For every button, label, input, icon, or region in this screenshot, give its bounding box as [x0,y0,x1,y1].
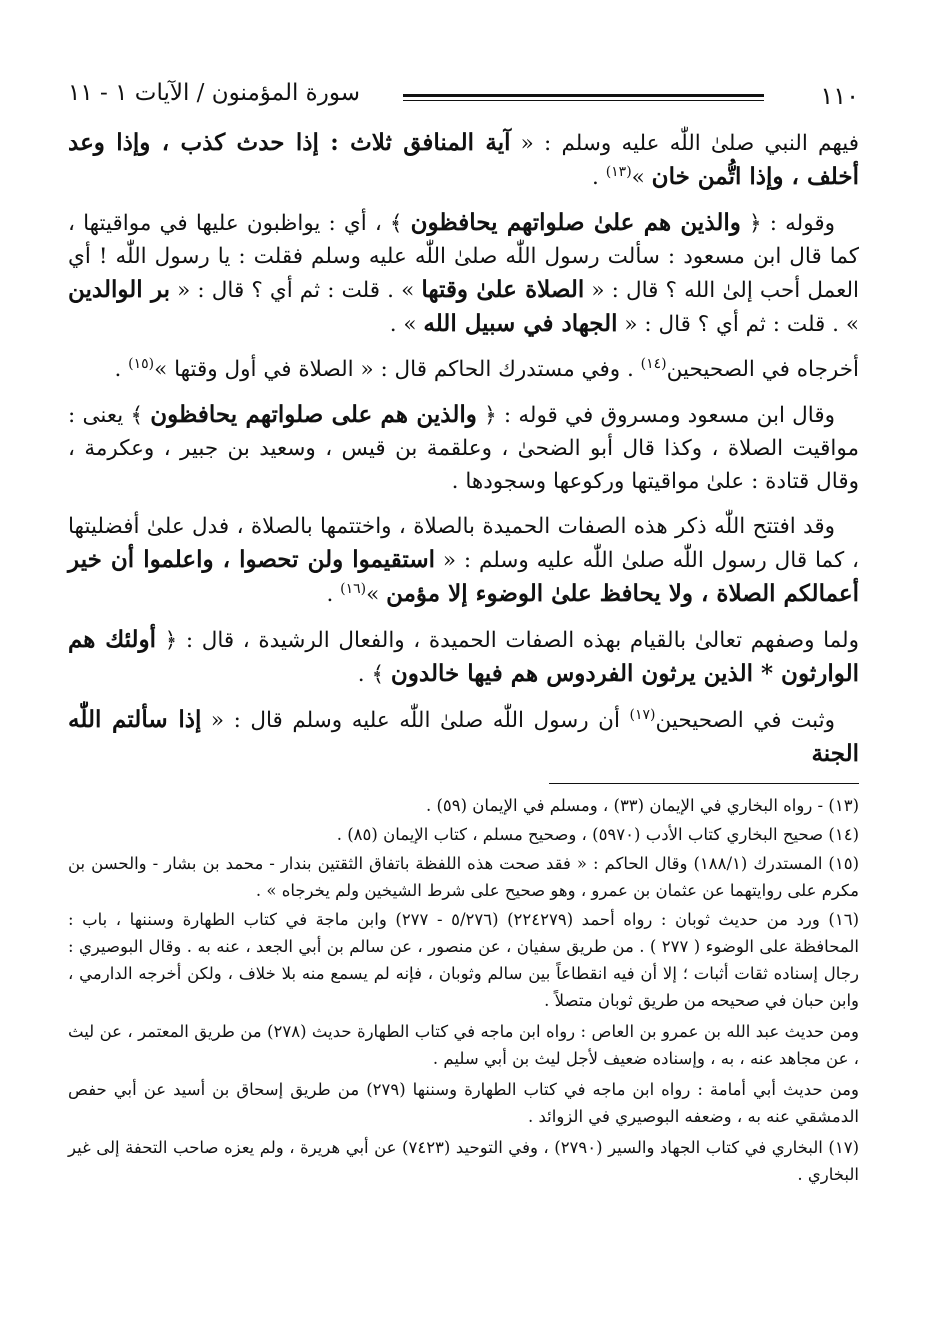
paragraph-4 [68,398,859,498]
text-run: . [592,165,606,190]
paragraph-2 [68,206,859,341]
footnote-17: (١٧) البخاري في كتاب الجهاد والسير (٢٧٩٠) ، وفي التوحيد (٧٤٢٣) عن أبي هريرة ، ولم يعزه صاحب التحفة إلى غير البخاري . [68,1138,859,1184]
hadith-quote: استقيموا ولن تحصوا ، واعلموا أن خير أعمالكم الصلاة ، ولا يحافظ علىٰ الوضوء إلا مؤمن [68,546,859,607]
text-run: أن رسول اللّٰه صلىٰ اللّٰه عليه وسلم قال : « [201,708,630,733]
text-run: ﴾ يعنى : مواقيت الصلاة ، وكذا قال أبو الضحىٰ ، وعلقمة بن قيس ، وسعيد بن جبير ، وعكرمة ، وقال قتادة : علىٰ مواقيتها وركوعها وسجودها . [68,403,859,494]
footnote-16: (١٦) ورد من حديث ثوبان : رواه أحمد (٢٢٤٢٧٩) (٥/٢٧٦ - ٢٧٧) وابن ماجة في كتاب الطهارة وسننها ، باب : المحافظة على الوضوء ( ٢٧٧ ) . من طريق سفيان ، عن منصور ، عن سالم بن أبي الجعد ، عنه به . وقال البوصيري : رجال إسناده ثقات أثبات ؛ إلا أن فيه انقطاعاً بين سالم وثوبان ، فإنه لم يسمع منه بلا خلاف ، ولكن أخرجه الدارمي ، وابن حبان في صحيحه من طريق ثوبان متصلاً . [68,910,860,1010]
footnote-16-continued: ومن حديث أبي أمامة : رواه ابن ماجه في كتاب الطهارة وسننها (٢٧٩) من طريق إسحاق بن أسيد عن أبي حفص الدمشقي عنه به ، وضعفه البوصيري في الزوائد . [68,1080,859,1126]
footnote-ref: (١٦) [340,580,367,597]
paragraph-1 [68,126,859,194]
footnote-ref: (١٣) [605,163,632,180]
header-rule [403,94,764,97]
quran-quote: والذين هم علىٰ صلواتهم يحافظون [410,209,741,236]
text-run: وقال ابن مسعود ومسروق في قوله : ﴿ [476,403,836,428]
text-run: » . قلت : ثم أي ؟ قال : « [170,278,422,303]
footnote-16-continued: ومن حديث عبد الله بن عمرو بن العاص : رواه ابن ماجه في كتاب الطهارة حديث (٢٧٨) من طريق المعتمر ، عن ليث ، عن مجاهد عنه ، به ، وإسناده ضعيف لأجل ليث بن أبي سليم . [68,1022,859,1068]
text-run: ولما وصفهم تعالىٰ بالقيام بهذه الصفات الحميدة ، والفعال الرشيدة ، قال : ﴿ [156,628,859,653]
text-run: . [114,357,129,382]
text-run: وثبت في الصحيحين [655,708,836,733]
footnote-14: (١٤) صحيح البخاري كتاب الأدب (٥٩٧٠) ، وصحيح مسلم ، كتاب الإيمان (٨٥) . [336,825,859,844]
text-run: ﴾ . [357,662,391,687]
footnote-ref: (١٧) [629,706,656,723]
text-run: . وفي مستدرك الحاكم قال : « الصلاة في أول وقتها » [154,357,641,382]
page-number: ١١٠ [820,82,859,110]
text-run: » [366,582,387,607]
hadith-quote: بر الوالدين [68,276,171,303]
text-run: » . قلت : ثم أي ؟ قال : « [617,312,859,337]
text-run: » [631,165,652,190]
text-run: وقوله : ﴿ [740,211,835,236]
body-text [68,126,859,771]
paragraph-6 [68,623,859,691]
hadith-quote: الجهاد في سبيل الله [423,310,618,337]
text-run: فيهم النبي صلىٰ اللّٰه عليه وسلم : « [510,131,859,156]
quran-quote: والذين هم على صلواتهم يحافظون [150,401,477,428]
footnotes [68,792,859,1188]
hadith-quote: الصلاة علىٰ وقتها [421,276,585,303]
paragraph-7 [68,703,859,771]
hadith-quote: آية المنافق ثلاث : إذا حدث كذب ، وإذا وعد أخلف ، وإذا اتُّمن خان [68,129,859,190]
quran-quote: أولئك هم الوارثون * الذين يرثون الفردوس هم فيها خالدون [68,626,859,687]
running-title: سورة المؤمنون / الآيات ١ - ١١ [68,80,360,106]
page-header [68,70,859,114]
paragraph-3 [68,353,859,386]
text-run: ﴾ ، أي : يواظبون عليها في مواقيتها ، كما قال ابن مسعود : سألت رسول اللّٰه صلىٰ اللّٰه عليه وسلم فقلت : يا رسول اللّٰه ! أي العمل أحب إلىٰ الله ؟ قال : « [68,211,860,303]
paragraph-5 [68,510,859,611]
text-run: وقد افتتح اللّٰه ذكر هذه الصفات الحميدة بالصلاة ، واختتمها بالصلاة ، فدل علىٰ أفضليتها ، كما قال رسول اللّٰه صلىٰ اللّٰه عليه وسلم : « [68,514,859,573]
text-run: » . [389,312,424,337]
footnote-ref: (١٤) [640,355,667,372]
hadith-quote: إذا سألتم اللّٰه الجنة [68,706,859,767]
text-run: أخرجاه في الصحيحين [666,357,859,382]
footnote-13: (١٣) - رواه البخاري في الإيمان (٣٣) ، ومسلم في الإيمان (٥٩) . [425,796,859,815]
footnote-separator [549,783,859,784]
text-run: . [326,582,341,607]
footnote-ref: (١٥) [128,355,155,372]
footnote-15: (١٥) المستدرك (١٨٨/١) وقال الحاكم : « فقد صحت هذه اللفظة باتفاق الثقتين بندار - محمد بن بشار - والحسن بن مكرم على روايتهما عن عثمان بن عمرو ، وهو صحيح على شرط الشيخين ولم يخرجاه » . [68,854,859,900]
